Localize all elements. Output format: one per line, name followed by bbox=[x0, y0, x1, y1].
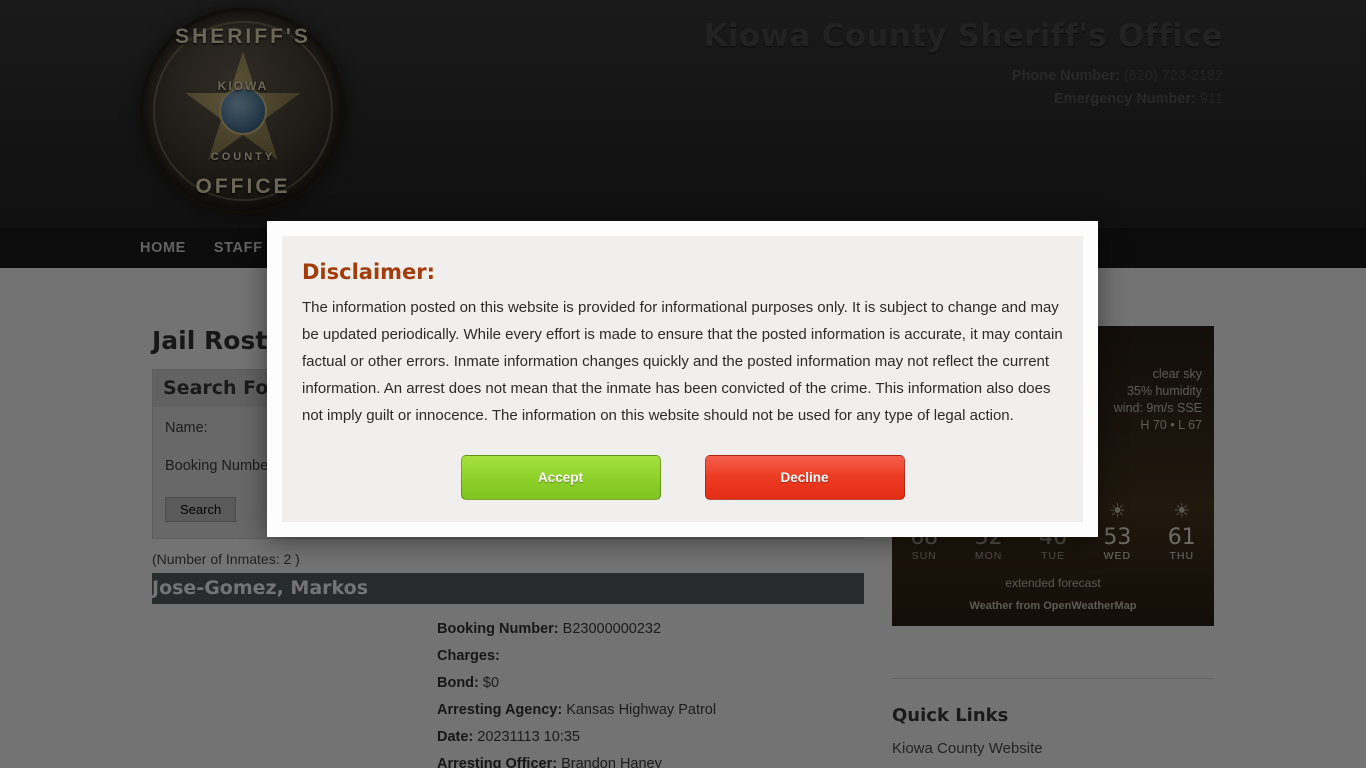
disclaimer-modal-inner bbox=[282, 236, 1083, 522]
accept-button[interactable]: Accept bbox=[461, 455, 661, 500]
disclaimer-buttons bbox=[302, 455, 1063, 500]
disclaimer-modal bbox=[267, 221, 1098, 537]
disclaimer-title: Disclaimer: bbox=[302, 260, 436, 284]
disclaimer-body: The information posted on this website is provided for informational purposes only. It is subject to change and may be updated periodically. While every effort is made to ensure that the posted information is accurate, it may contain factual or other errors. Inmate information changes quickly and the posted information may not reflect the current information. An arrest does not mean that the inmate has been convicted of the crime. This information also does not imply guilt or innocence. The information on this website should not be used for any type of legal action. bbox=[302, 299, 1063, 424]
decline-button[interactable]: Decline bbox=[705, 455, 905, 500]
